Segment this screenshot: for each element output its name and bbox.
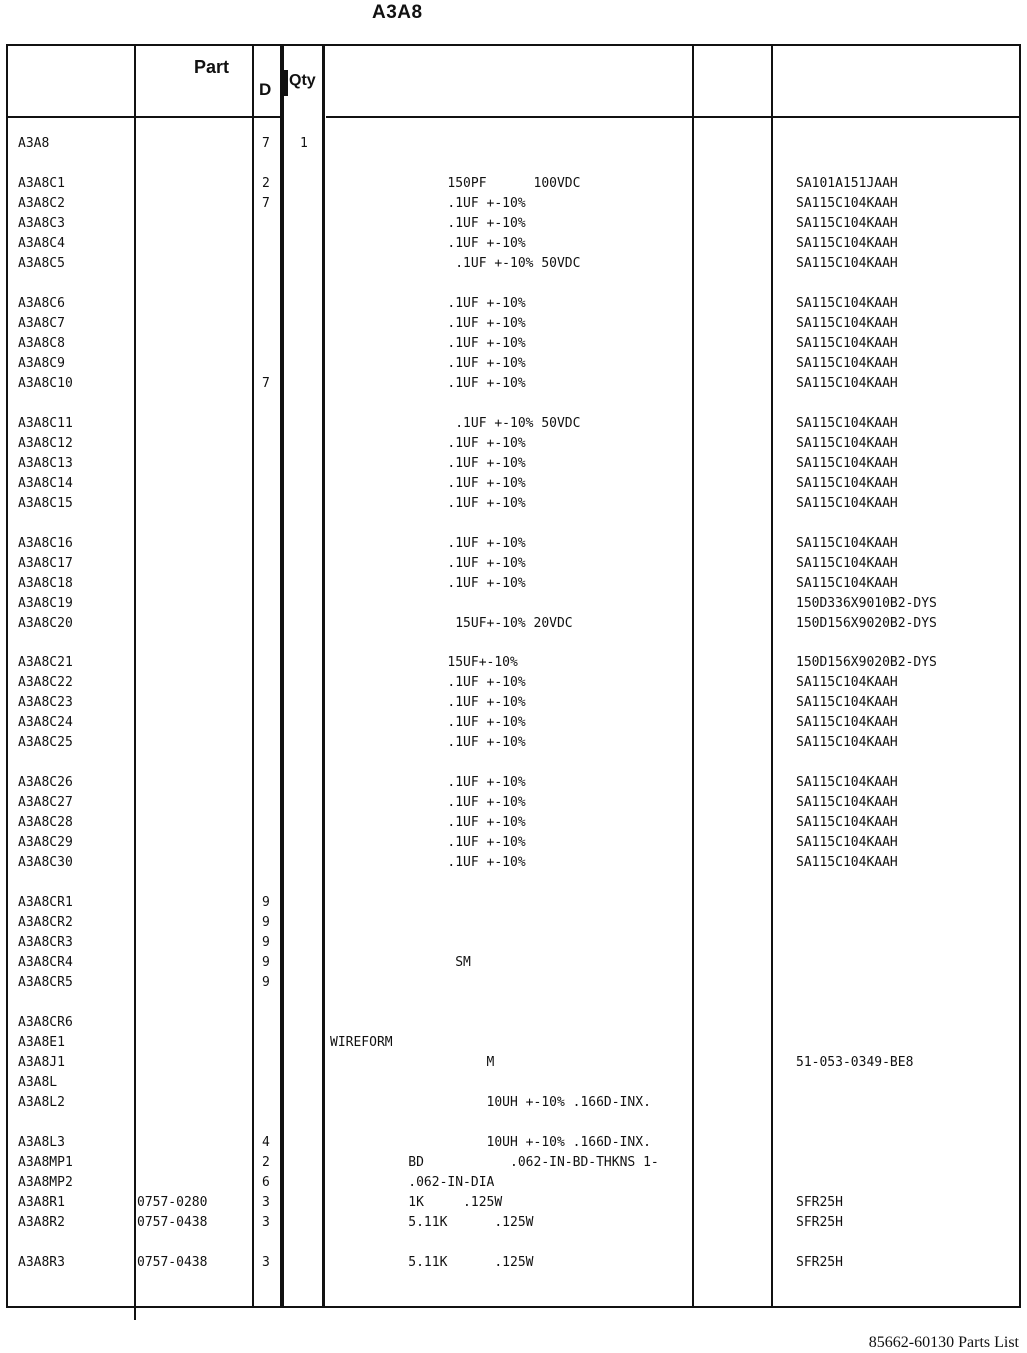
ref-cell: A3A8C8 xyxy=(18,336,65,351)
table-row xyxy=(0,1053,1027,1073)
ref-cell: A3A8MP2 xyxy=(18,1175,73,1190)
table-row xyxy=(0,554,1027,574)
mfr-part-cell: SFR25H xyxy=(796,1195,843,1210)
ref-cell: A3A8CR1 xyxy=(18,895,73,910)
ref-cell: A3A8L xyxy=(18,1075,58,1090)
table-row xyxy=(0,354,1027,374)
table-row xyxy=(0,713,1027,733)
cd-cell: 3 xyxy=(262,1195,270,1210)
description-cell: .1UF +-10% xyxy=(330,476,526,491)
ref-cell: A3A8C25 xyxy=(18,735,73,750)
description-cell: .1UF +-10% xyxy=(330,216,526,231)
ref-cell: A3A8C23 xyxy=(18,695,73,710)
table-row xyxy=(0,653,1027,673)
cd-cell: 7 xyxy=(262,376,270,391)
part-number-cell: 0757-0438 xyxy=(137,1215,208,1230)
mfr-part-cell: 150D336X9010B2-DYS xyxy=(796,596,937,611)
ref-cell: A3A8C10 xyxy=(18,376,73,391)
ref-cell: A3A8C11 xyxy=(18,416,73,431)
ref-cell: A3A8C12 xyxy=(18,436,73,451)
page-title: A3A8 xyxy=(372,2,423,23)
description-cell: .1UF +-10% xyxy=(330,336,526,351)
table-row xyxy=(0,793,1027,813)
cd-cell: 2 xyxy=(262,176,270,191)
table-row xyxy=(0,693,1027,713)
description-cell: .1UF +-10% xyxy=(330,855,526,870)
table-row xyxy=(0,194,1027,214)
description-cell: 15UF+-10% xyxy=(330,655,518,670)
description-cell: .1UF +-10% xyxy=(330,775,526,790)
description-cell: .1UF +-10% xyxy=(330,316,526,331)
ref-cell: A3A8C15 xyxy=(18,496,73,511)
mfr-part-cell: SA115C104KAAH xyxy=(796,216,898,231)
qty-header-box xyxy=(284,70,288,96)
description-cell: .1UF +-10% xyxy=(330,356,526,371)
ref-cell: A3A8C5 xyxy=(18,256,65,271)
table-row xyxy=(0,853,1027,873)
description-cell: .1UF +-10% xyxy=(330,795,526,810)
cd-cell: 9 xyxy=(262,955,270,970)
table-row xyxy=(0,334,1027,354)
table-row xyxy=(0,434,1027,454)
table-row xyxy=(0,214,1027,234)
ref-cell: A3A8C2 xyxy=(18,196,65,211)
ref-cell: A3A8C29 xyxy=(18,835,73,850)
table-row xyxy=(0,494,1027,514)
description-cell: .1UF +-10% 50VDC xyxy=(330,256,581,271)
ref-cell: A3A8C20 xyxy=(18,616,73,631)
mfr-part-cell: SA115C104KAAH xyxy=(796,855,898,870)
mfr-part-cell: SFR25H xyxy=(796,1215,843,1230)
description-cell: SM xyxy=(330,955,471,970)
description-cell: .1UF +-10% xyxy=(330,695,526,710)
description-cell: BD .062-IN-BD-THKNS 1- xyxy=(330,1155,659,1170)
table-row xyxy=(0,1193,1027,1213)
cd-cell: 9 xyxy=(262,975,270,990)
table-row xyxy=(0,1153,1027,1173)
table-row xyxy=(0,933,1027,953)
description-cell: 10UH +-10% .166D-INX. xyxy=(330,1095,651,1110)
table-row xyxy=(0,773,1027,793)
ref-cell: A3A8C18 xyxy=(18,576,73,591)
cd-cell: 4 xyxy=(262,1135,270,1150)
table-row xyxy=(0,673,1027,693)
table-top-border xyxy=(6,44,1020,46)
description-cell: .1UF +-10% xyxy=(330,436,526,451)
table-row xyxy=(0,314,1027,334)
cd-cell: 6 xyxy=(262,1175,270,1190)
table-row xyxy=(0,833,1027,853)
table-row xyxy=(0,534,1027,554)
table-row xyxy=(0,234,1027,254)
description-cell: .1UF +-10% xyxy=(330,296,526,311)
description-cell: .1UF +-10% xyxy=(330,236,526,251)
table-row xyxy=(0,174,1027,194)
description-cell: 1K .125W xyxy=(330,1195,503,1210)
mfr-part-cell: SA115C104KAAH xyxy=(796,695,898,710)
description-cell: .1UF +-10% xyxy=(330,496,526,511)
ref-cell: A3A8R1 xyxy=(18,1195,65,1210)
description-cell: .1UF +-10% xyxy=(330,835,526,850)
mfr-part-cell: SA115C104KAAH xyxy=(796,556,898,571)
table-row xyxy=(0,913,1027,933)
cd-cell: 2 xyxy=(262,1155,270,1170)
mfr-part-cell: SA115C104KAAH xyxy=(796,316,898,331)
table-row xyxy=(0,574,1027,594)
ref-cell: A3A8C14 xyxy=(18,476,73,491)
description-cell: .1UF +-10% xyxy=(330,576,526,591)
ref-cell: A3A8MP1 xyxy=(18,1155,73,1170)
table-row xyxy=(0,1213,1027,1233)
mfr-part-cell: SA115C104KAAH xyxy=(796,256,898,271)
ref-cell: A3A8C7 xyxy=(18,316,65,331)
table-row xyxy=(0,1073,1027,1093)
table-row xyxy=(0,134,1027,154)
table-row xyxy=(0,254,1027,274)
table-row xyxy=(0,454,1027,474)
ref-cell: A3A8CR2 xyxy=(18,915,73,930)
mfr-part-cell: SA115C104KAAH xyxy=(796,376,898,391)
mfr-part-cell: SA115C104KAAH xyxy=(796,815,898,830)
ref-cell: A3A8R3 xyxy=(18,1255,65,1270)
description-cell: 5.11K .125W xyxy=(330,1215,534,1230)
part-number-cell: 0757-0438 xyxy=(137,1255,208,1270)
cd-cell: 9 xyxy=(262,915,270,930)
table-row xyxy=(0,1093,1027,1113)
ref-cell: A3A8C26 xyxy=(18,775,73,790)
table-row xyxy=(0,474,1027,494)
description-cell: .1UF +-10% xyxy=(330,675,526,690)
ref-cell: A3A8C1 xyxy=(18,176,65,191)
mfr-part-cell: SA115C104KAAH xyxy=(796,835,898,850)
cd-cell: 9 xyxy=(262,895,270,910)
description-cell: WIREFORM xyxy=(330,1035,393,1050)
table-row xyxy=(0,733,1027,753)
page-footer: 85662-60130 Parts List xyxy=(868,1334,1019,1351)
description-cell: .1UF +-10% xyxy=(330,815,526,830)
ref-cell: A3A8C30 xyxy=(18,855,73,870)
mfr-part-cell: 150D156X9020B2-DYS xyxy=(796,616,937,631)
mfr-part-cell: SA101A151JAAH xyxy=(796,176,898,191)
ref-cell: A3A8L2 xyxy=(18,1095,65,1110)
ref-cell: A3A8J1 xyxy=(18,1055,65,1070)
table-row xyxy=(0,1013,1027,1033)
table-row xyxy=(0,973,1027,993)
table-row xyxy=(0,374,1027,394)
mfr-part-cell: SA115C104KAAH xyxy=(796,715,898,730)
description-cell: .1UF +-10% xyxy=(330,556,526,571)
ref-cell: A3A8C27 xyxy=(18,795,73,810)
table-row xyxy=(0,1033,1027,1053)
mfr-part-cell: SA115C104KAAH xyxy=(796,236,898,251)
table-row xyxy=(0,1173,1027,1193)
table-row xyxy=(0,1133,1027,1153)
description-cell: 15UF+-10% 20VDC xyxy=(330,616,573,631)
description-cell: .1UF +-10% xyxy=(330,536,526,551)
mfr-part-cell: SA115C104KAAH xyxy=(796,576,898,591)
ref-cell: A3A8CR3 xyxy=(18,935,73,950)
table-row xyxy=(0,813,1027,833)
description-cell: .062-IN-DIA xyxy=(330,1175,495,1190)
table-row xyxy=(0,893,1027,913)
table-bottom-border xyxy=(6,1306,1020,1308)
cd-cell: 7 xyxy=(262,136,270,151)
header-separator xyxy=(6,116,284,118)
ref-cell: A3A8C24 xyxy=(18,715,73,730)
description-cell: 5.11K .125W xyxy=(330,1255,534,1270)
mfr-part-cell: SA115C104KAAH xyxy=(796,416,898,431)
ref-cell: A3A8CR6 xyxy=(18,1015,73,1030)
description-cell: 10UH +-10% .166D-INX. xyxy=(330,1135,651,1150)
ref-cell: A3A8C6 xyxy=(18,296,65,311)
ref-cell: A3A8C13 xyxy=(18,456,73,471)
header-part: Part xyxy=(194,57,230,77)
ref-cell: A3A8CR5 xyxy=(18,975,73,990)
header-separator xyxy=(326,116,1020,118)
table-row xyxy=(0,414,1027,434)
mfr-part-cell: SA115C104KAAH xyxy=(796,675,898,690)
part-number-cell: 0757-0280 xyxy=(137,1195,208,1210)
header-qty: Qty xyxy=(289,72,316,89)
qty-cell: 1 xyxy=(300,136,308,151)
mfr-part-cell: SFR25H xyxy=(796,1255,843,1270)
mfr-part-cell: SA115C104KAAH xyxy=(796,536,898,551)
ref-cell: A3A8C9 xyxy=(18,356,65,371)
table-row xyxy=(0,953,1027,973)
header-cd: D xyxy=(259,80,272,99)
mfr-part-cell: SA115C104KAAH xyxy=(796,476,898,491)
ref-cell: A3A8C22 xyxy=(18,675,73,690)
description-cell: .1UF +-10% xyxy=(330,196,526,211)
table-row xyxy=(0,614,1027,634)
ref-cell: A3A8C19 xyxy=(18,596,73,611)
ref-cell: A3A8C21 xyxy=(18,655,73,670)
mfr-part-cell: 51-053-0349-BE8 xyxy=(796,1055,914,1070)
mfr-part-cell: SA115C104KAAH xyxy=(796,336,898,351)
ref-cell: A3A8L3 xyxy=(18,1135,65,1150)
ref-cell: A3A8R2 xyxy=(18,1215,65,1230)
mfr-part-cell: SA115C104KAAH xyxy=(796,775,898,790)
mfr-part-cell: SA115C104KAAH xyxy=(796,296,898,311)
ref-cell: A3A8C4 xyxy=(18,236,65,251)
cd-cell: 7 xyxy=(262,196,270,211)
mfr-part-cell: SA115C104KAAH xyxy=(796,496,898,511)
description-cell: .1UF +-10% 50VDC xyxy=(330,416,581,431)
mfr-part-cell: SA115C104KAAH xyxy=(796,735,898,750)
description-cell: 150PF 100VDC xyxy=(330,176,581,191)
table-row xyxy=(0,1253,1027,1273)
mfr-part-cell: SA115C104KAAH xyxy=(796,356,898,371)
ref-cell: A3A8 xyxy=(18,136,50,151)
cd-cell: 3 xyxy=(262,1255,270,1270)
ref-cell: A3A8C3 xyxy=(18,216,65,231)
ref-cell: A3A8E1 xyxy=(18,1035,65,1050)
description-cell: .1UF +-10% xyxy=(330,715,526,730)
description-cell: .1UF +-10% xyxy=(330,456,526,471)
mfr-part-cell: SA115C104KAAH xyxy=(796,196,898,211)
mfr-part-cell: SA115C104KAAH xyxy=(796,436,898,451)
table-row xyxy=(0,294,1027,314)
description-cell: .1UF +-10% xyxy=(330,735,526,750)
ref-cell: A3A8C16 xyxy=(18,536,73,551)
description-cell: .1UF +-10% xyxy=(330,376,526,391)
cd-cell: 9 xyxy=(262,935,270,950)
mfr-part-cell: SA115C104KAAH xyxy=(796,795,898,810)
ref-cell: A3A8C28 xyxy=(18,815,73,830)
table-row xyxy=(0,594,1027,614)
cd-cell: 3 xyxy=(262,1215,270,1230)
ref-cell: A3A8C17 xyxy=(18,556,73,571)
ref-cell: A3A8CR4 xyxy=(18,955,73,970)
mfr-part-cell: SA115C104KAAH xyxy=(796,456,898,471)
mfr-part-cell: 150D156X9020B2-DYS xyxy=(796,655,937,670)
description-cell: M xyxy=(330,1055,495,1070)
